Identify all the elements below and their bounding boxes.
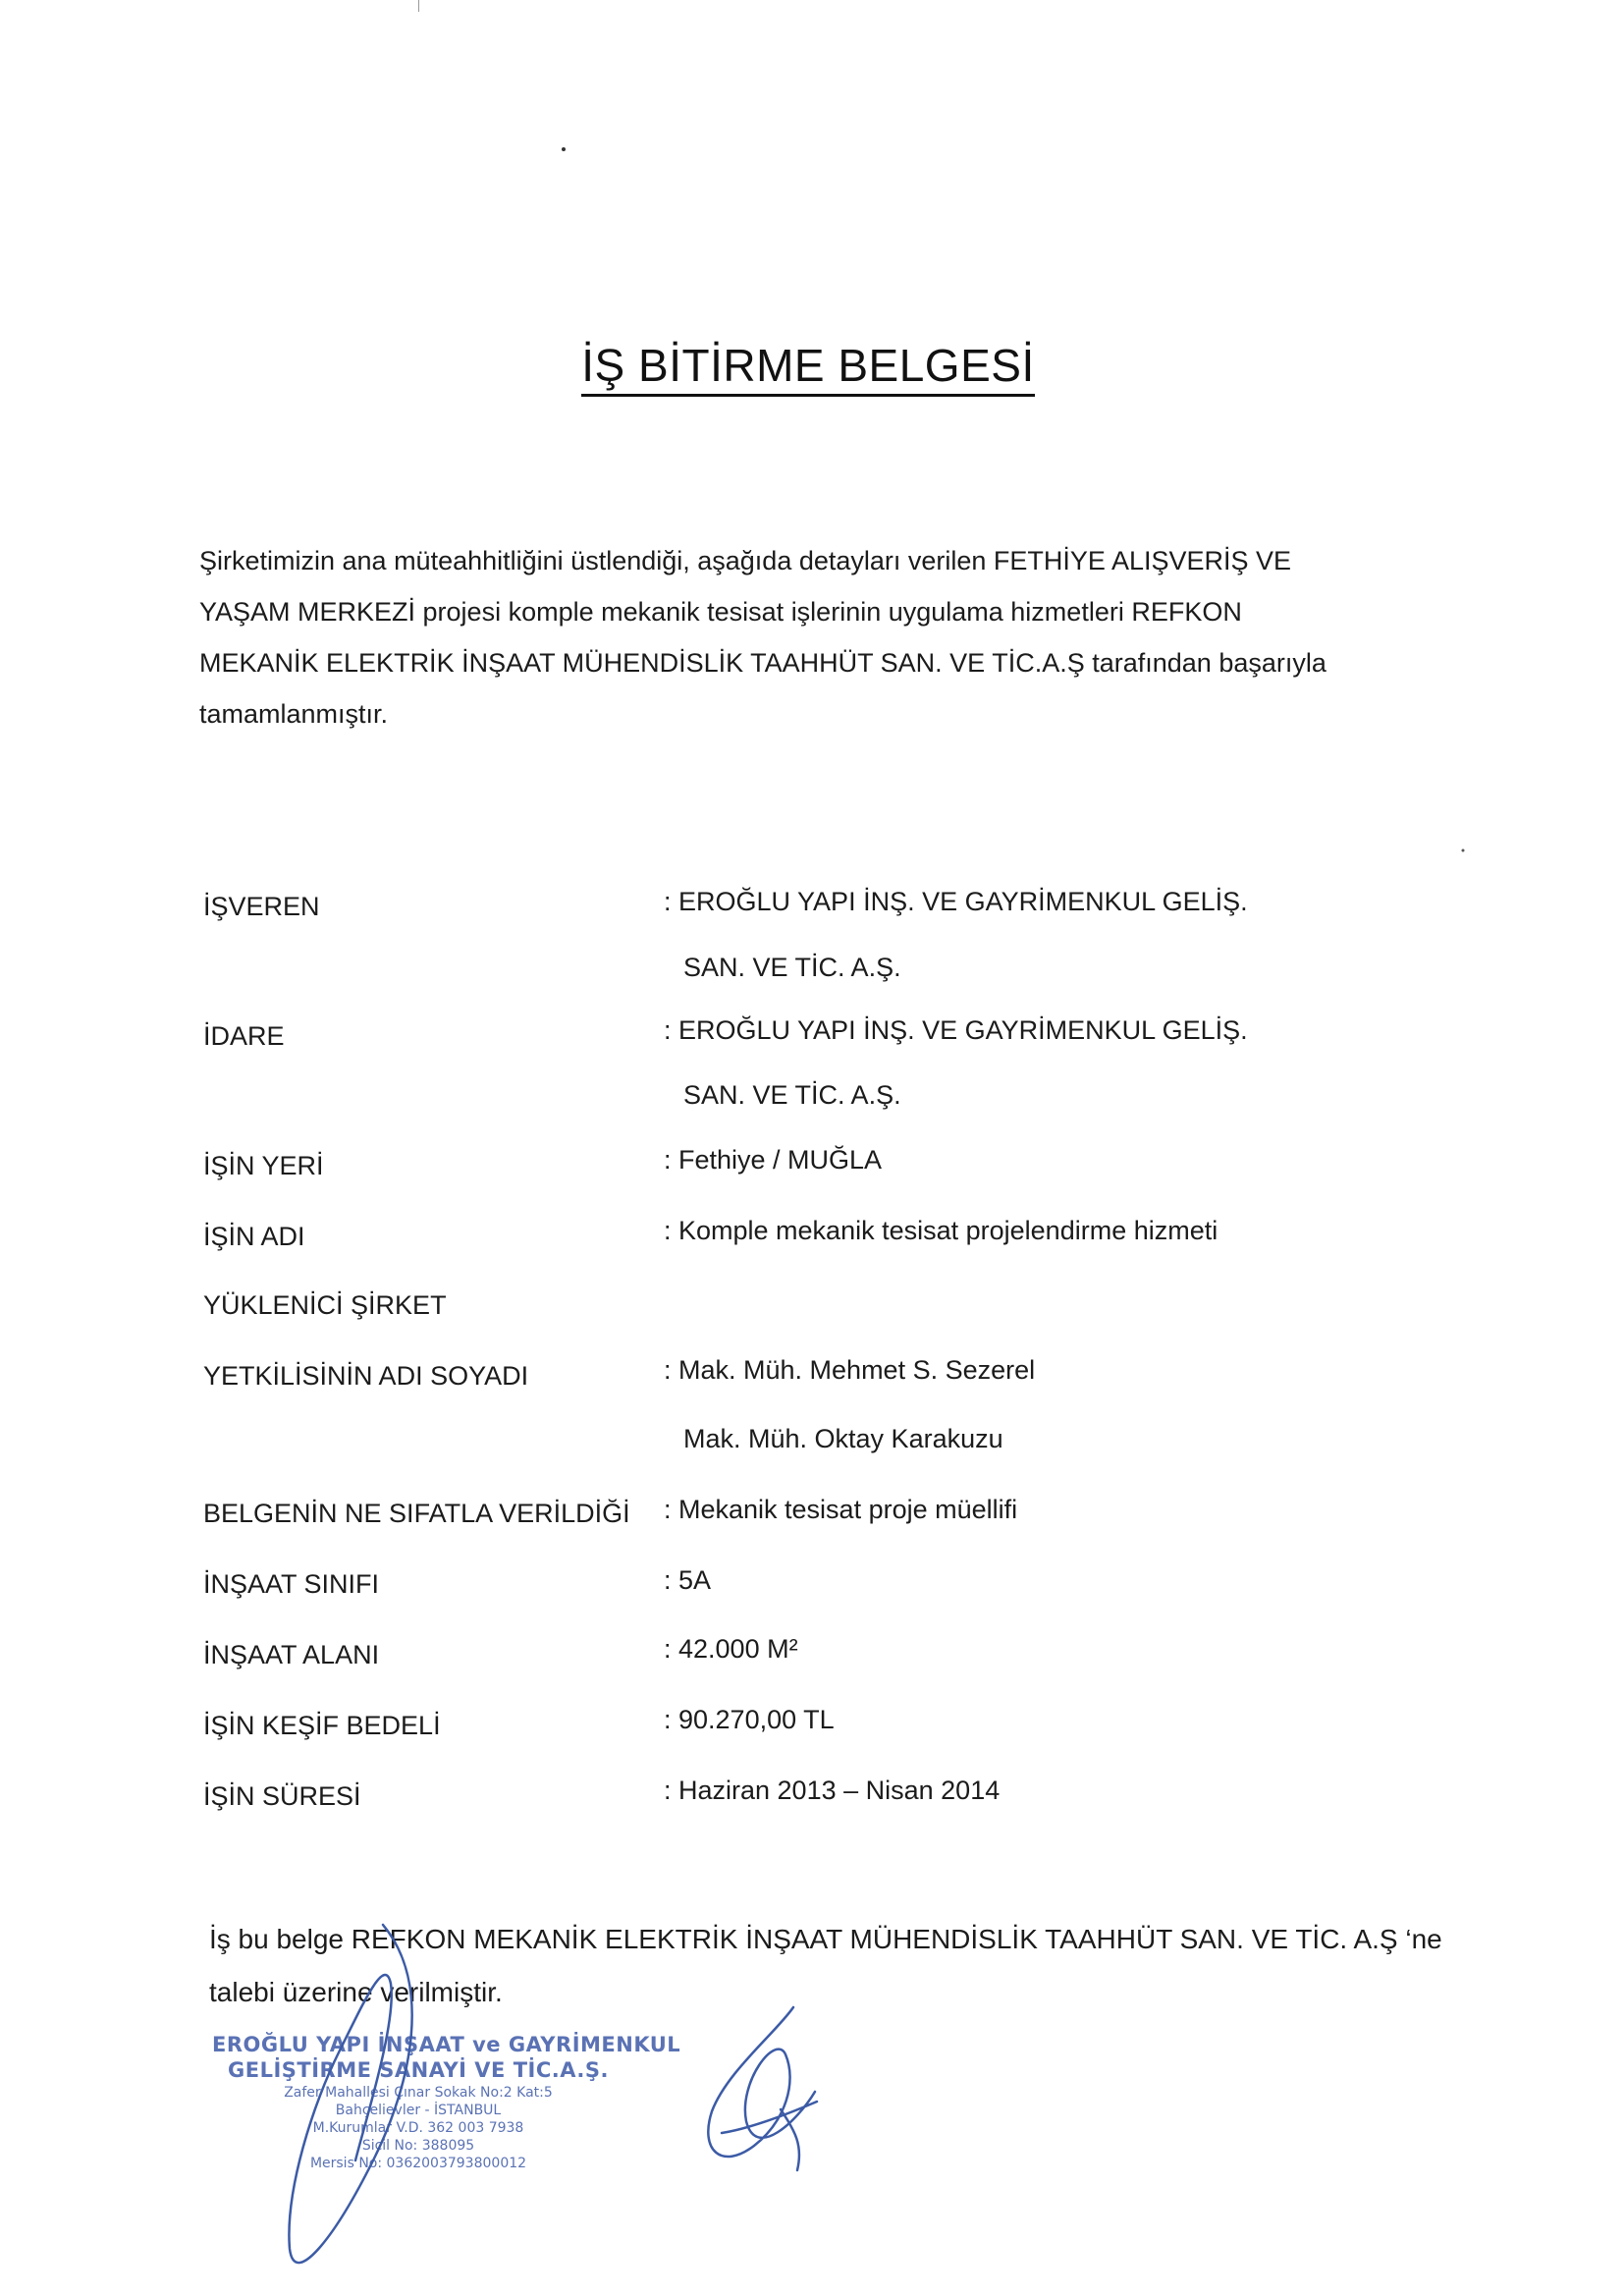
field-value-isveren-cont: SAN. VE TİC. A.Ş. bbox=[683, 953, 901, 982]
scan-speck-2 bbox=[1462, 849, 1465, 852]
stamp-line-6: Sicil No: 388095 bbox=[361, 2138, 475, 2154]
field-label-yetkili: YETKİLİSİNİN ADI SOYADI bbox=[203, 1361, 529, 1391]
field-label-isveren: İŞVEREN bbox=[203, 892, 320, 921]
field-value-sure: : Haziran 2013 – Nisan 2014 bbox=[664, 1776, 1001, 1805]
field-value-idare-cont: SAN. VE TİC. A.Ş. bbox=[683, 1080, 901, 1110]
field-value-yetkili: : Mak. Müh. Mehmet S. Sezerel bbox=[664, 1355, 1036, 1385]
stamp-line-1: EROĞLU YAPI İNŞAAT ve GAYRİMENKUL bbox=[212, 2033, 681, 2056]
field-value-idare: : EROĞLU YAPI İNŞ. VE GAYRİMENKUL GELİŞ. bbox=[664, 1015, 1248, 1045]
field-label-isin-adi: İŞİN ADI bbox=[203, 1222, 305, 1251]
field-label-insaat-alani: İNŞAAT ALANI bbox=[203, 1640, 380, 1669]
stamp-line-2: GELİŞTİRME SANAYİ VE TİC.A.Ş. bbox=[228, 2058, 609, 2082]
field-value-insaat-alani: : 42.000 M² bbox=[664, 1634, 798, 1664]
stamp-line-4: Bahçelievler - İSTANBUL bbox=[335, 2103, 502, 2118]
field-label-kesif-bedeli: İŞİN KEŞİF BEDELİ bbox=[203, 1711, 441, 1740]
field-label-insaat-sinifi: İNŞAAT SINIFI bbox=[203, 1569, 380, 1599]
field-label-sure: İŞİN SÜRESİ bbox=[203, 1781, 361, 1811]
closing-paragraph: İş bu belge REFKON MEKANİK ELEKTRİK İNŞAAT MÜHENDİSLİK TAAHHÜT SAN. VE TİC. A.Ş ‘ne talebi üzerine verilmiştir. bbox=[209, 1924, 1442, 2007]
document-title: İŞ BİTİRME BELGESİ bbox=[0, 339, 1624, 397]
company-stamp bbox=[212, 2033, 681, 2172]
field-label-sifat: BELGENİN NE SIFATLA VERİLDİĞİ bbox=[203, 1499, 630, 1528]
stamp-line-7: Mersis No: 0362003793800012 bbox=[309, 2156, 527, 2171]
stamp-line-3: Zafer Mahallesi Çınar Sokak No:2 Kat:5 bbox=[284, 2085, 553, 2101]
field-label-isin-yeri: İŞİN YERİ bbox=[203, 1151, 324, 1180]
field-value-isin-adi: : Komple mekanik tesisat projelendirme hizmeti bbox=[664, 1216, 1218, 1245]
field-value-insaat-sinifi: : 5A bbox=[664, 1565, 712, 1595]
scan-speck bbox=[562, 147, 566, 151]
field-value-isin-yeri: : Fethiye / MUĞLA bbox=[664, 1145, 883, 1175]
field-value-kesif-bedeli: : 90.270,00 TL bbox=[664, 1705, 835, 1734]
field-label-idare: İDARE bbox=[203, 1021, 285, 1051]
scan-mark bbox=[418, 0, 419, 12]
field-value-sifat: : Mekanik tesisat proje müellifi bbox=[664, 1495, 1018, 1524]
signature-right bbox=[708, 2007, 817, 2170]
intro-paragraph: Şirketimizin ana müteahhitliğini üstlendiği, aşağıda detayları verilen FETHİYE ALIŞVERİŞ VE YAŞAM MERKEZİ projesi komple mekanik tesisat işlerinin uygulama hizmetleri REFKON MEKANİK ELEKTRİK İNŞAAT MÜHENDİSLİK TAAHHÜT SAN. VE TİC.A.Ş tarafından başarıyla tamamlanmıştır. bbox=[199, 546, 1326, 729]
field-value-isveren: : EROĞLU YAPI İNŞ. VE GAYRİMENKUL GELİŞ. bbox=[664, 887, 1248, 916]
field-value-yetkili-cont: Mak. Müh. Oktay Karakuzu bbox=[683, 1424, 1003, 1453]
field-label-yuklenici: YÜKLENİCİ ŞİRKET bbox=[203, 1290, 447, 1320]
stamp-line-5: M.Kurumlar V.D. 362 003 7938 bbox=[312, 2120, 524, 2136]
